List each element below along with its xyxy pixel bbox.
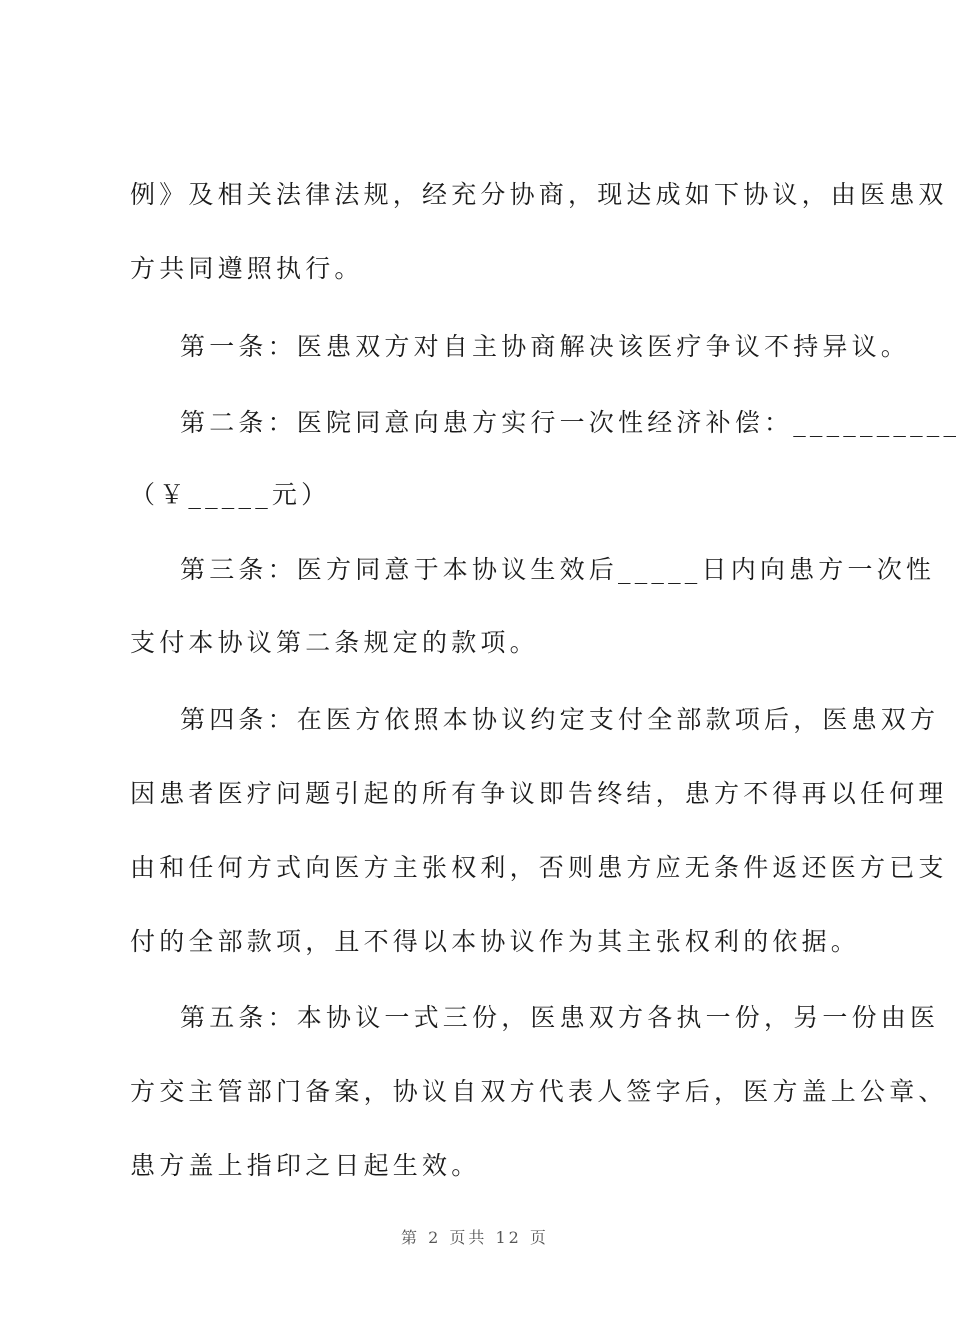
- paragraph-line: 方交主管部门备案，协议自双方代表人签字后，医方盖上公章、: [130, 1077, 948, 1106]
- article-two: 第二条：医院同意向患方实行一次性经济补偿：__________: [180, 408, 960, 437]
- article-five: 第五条：本协议一式三份，医患双方各执一份，另一份由医: [180, 1003, 940, 1032]
- page-number: 第 2 页共 12 页: [401, 1228, 549, 1247]
- article-three: 第三条：医方同意于本协议生效后_____日内向患方一次性: [180, 555, 936, 584]
- paragraph-line: 支付本协议第二条规定的款项。: [130, 628, 539, 657]
- paragraph-line: 付的全部款项，且不得以本协议作为其主张权利的依据。: [130, 927, 861, 956]
- paragraph-line: 患方盖上指印之日起生效。: [130, 1151, 481, 1180]
- paragraph-line: 因患者医疗问题引起的所有争议即告终结，患方不得再以任何理: [130, 779, 948, 808]
- paragraph-line: 由和任何方式向医方主张权利，否则患方应无条件返还医方已支: [130, 853, 948, 882]
- article-four: 第四条：在医方依照本协议约定支付全部款项后，医患双方: [180, 705, 940, 734]
- article-one: 第一条：医患双方对自主协商解决该医疗争议不持异议。: [180, 332, 911, 361]
- paragraph-line: （￥_____元）: [130, 480, 331, 509]
- paragraph-line: 方共同遵照执行。: [130, 254, 364, 283]
- paragraph-line: 例》及相关法律法规，经充分协商，现达成如下协议，由医患双: [130, 180, 948, 209]
